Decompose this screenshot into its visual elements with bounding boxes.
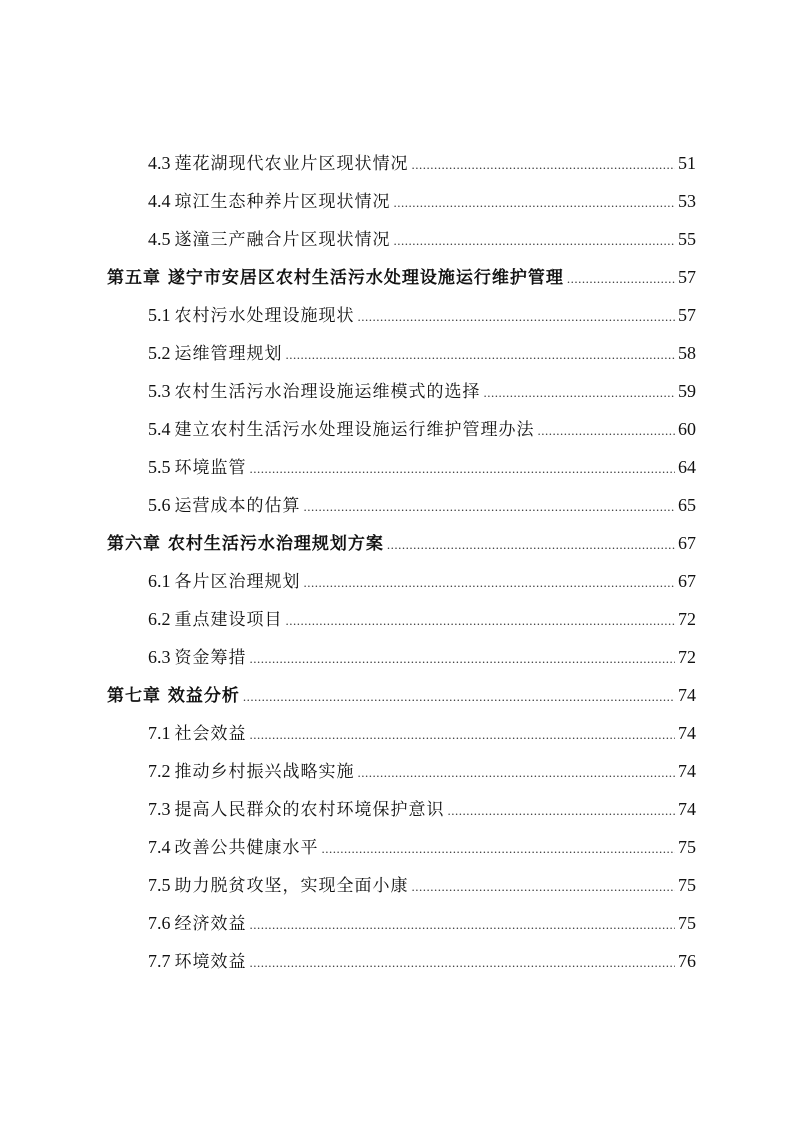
dot-leader (250, 456, 676, 482)
toc-entry-4-5 (148, 226, 696, 252)
dot-leader (538, 418, 676, 444)
entry-number: 7.1 (148, 723, 171, 743)
entry-number: 7.3 (148, 799, 171, 819)
entry-page-number: 75 (678, 913, 696, 933)
entry-number: 5.3 (148, 381, 171, 401)
dot-leader (286, 608, 676, 634)
toc-entry-5-5 (148, 454, 696, 480)
toc-entry-6-1 (148, 568, 696, 594)
entry-title: 推动乡村振兴战略实施 (174, 762, 355, 782)
dot-leader (286, 342, 676, 368)
entry-title: 经济效益 (174, 914, 247, 934)
toc-chapter-6 (107, 530, 696, 556)
dot-leader (250, 950, 676, 976)
entry-title: 助力脱贫攻坚，实现全面小康 (174, 876, 409, 896)
toc-entry-7-1 (148, 720, 696, 746)
toc-entry-5-4 (148, 416, 696, 442)
entry-page-number: 53 (678, 191, 696, 211)
dot-leader (304, 494, 676, 520)
entry-number: 5.5 (148, 457, 171, 477)
entry-title: 建立农村生活污水处理设施运行维护管理办法 (174, 420, 535, 440)
entry-page-number: 59 (678, 381, 696, 401)
entry-page-number: 51 (678, 153, 696, 173)
dot-leader (243, 684, 675, 710)
toc-entry-7-4 (148, 834, 696, 860)
entry-page-number: 60 (678, 419, 696, 439)
entry-title: 改善公共健康水平 (174, 838, 319, 858)
dot-leader (448, 798, 676, 824)
dot-leader (322, 836, 676, 862)
chapter-title: 第七章 效益分析 (107, 686, 240, 706)
entry-number: 5.6 (148, 495, 171, 515)
entry-number: 5.1 (148, 305, 171, 325)
entry-page-number: 76 (678, 951, 696, 971)
chapter-title: 第五章 遂宁市安居区农村生活污水处理设施运行维护管理 (107, 268, 564, 288)
entry-title: 农村生活污水治理设施运维模式的选择 (174, 382, 481, 402)
dot-leader (394, 190, 676, 216)
toc-entry-5-2 (148, 340, 696, 366)
entry-number: 6.3 (148, 647, 171, 667)
entry-page-number: 57 (678, 305, 696, 325)
entry-title: 运维管理规划 (174, 344, 283, 364)
toc-entry-4-4 (148, 188, 696, 214)
entry-page-number: 72 (678, 609, 696, 629)
toc-entry-4-3 (148, 150, 696, 176)
toc-entry-5-6 (148, 492, 696, 518)
entry-title: 环境监管 (174, 458, 247, 478)
chapter-title: 第六章 农村生活污水治理规划方案 (107, 534, 384, 554)
entry-title: 莲花湖现代农业片区现状情况 (174, 154, 409, 174)
entry-page-number: 64 (678, 457, 696, 477)
entry-number: 4.3 (148, 153, 171, 173)
entry-title: 提高人民群众的农村环境保护意识 (174, 800, 445, 820)
entry-number: 7.2 (148, 761, 171, 781)
dot-leader (250, 912, 676, 938)
dot-leader (394, 228, 676, 254)
entry-number: 5.2 (148, 343, 171, 363)
entry-page-number: 58 (678, 343, 696, 363)
dot-leader (358, 304, 676, 330)
entry-page-number: 67 (678, 533, 696, 553)
dot-leader (250, 646, 676, 672)
entry-page-number: 65 (678, 495, 696, 515)
entry-page-number: 75 (678, 837, 696, 857)
toc-entry-6-3 (148, 644, 696, 670)
toc-entry-7-7 (148, 948, 696, 974)
entry-title: 各片区治理规划 (174, 572, 301, 592)
toc-entry-7-2 (148, 758, 696, 784)
dot-leader (412, 874, 676, 900)
entry-number: 7.5 (148, 875, 171, 895)
entry-page-number: 67 (678, 571, 696, 591)
dot-leader (412, 152, 676, 178)
toc-entry-7-6 (148, 910, 696, 936)
toc-entry-6-2 (148, 606, 696, 632)
entry-title: 资金筹措 (174, 648, 247, 668)
entry-page-number: 57 (678, 267, 696, 287)
entry-page-number: 74 (678, 761, 696, 781)
entry-page-number: 55 (678, 229, 696, 249)
dot-leader (304, 570, 676, 596)
dot-leader (567, 266, 675, 292)
entry-number: 6.1 (148, 571, 171, 591)
entry-page-number: 74 (678, 799, 696, 819)
entry-number: 7.4 (148, 837, 171, 857)
entry-number: 4.5 (148, 229, 171, 249)
entry-page-number: 72 (678, 647, 696, 667)
entry-number: 6.2 (148, 609, 171, 629)
entry-page-number: 75 (678, 875, 696, 895)
entry-page-number: 74 (678, 723, 696, 743)
toc-chapter-7 (107, 682, 696, 708)
entry-page-number: 74 (678, 685, 696, 705)
entry-number: 4.4 (148, 191, 171, 211)
entry-title: 社会效益 (174, 724, 247, 744)
dot-leader (484, 380, 676, 406)
entry-title: 重点建设项目 (174, 610, 283, 630)
dot-leader (387, 532, 675, 558)
toc-entry-7-5 (148, 872, 696, 898)
entry-title: 农村污水处理设施现状 (174, 306, 355, 326)
entry-number: 5.4 (148, 419, 171, 439)
toc-entry-7-3 (148, 796, 696, 822)
entry-title: 环境效益 (174, 952, 247, 972)
entry-title: 运营成本的估算 (174, 496, 301, 516)
entry-number: 7.6 (148, 913, 171, 933)
entry-number: 7.7 (148, 951, 171, 971)
dot-leader (358, 760, 676, 786)
toc-entry-5-3 (148, 378, 696, 404)
toc-chapter-5 (107, 264, 696, 290)
entry-title: 遂潼三产融合片区现状情况 (174, 230, 391, 250)
toc-entry-5-1 (148, 302, 696, 328)
entry-title: 琼江生态种养片区现状情况 (174, 192, 391, 212)
dot-leader (250, 722, 676, 748)
